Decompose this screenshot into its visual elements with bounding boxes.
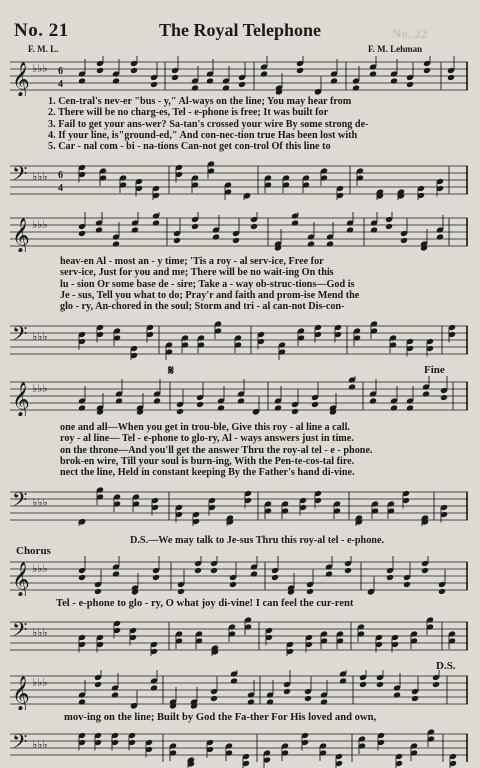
verse-line-1: 1. Cen-tral's nev-er "bus - y," Al-ways on the line; You may hear from	[48, 96, 352, 107]
svg-text:𝄞: 𝄞	[12, 62, 30, 96]
words-credit: F. M. L.	[28, 44, 59, 54]
svg-text:♭♭♭: ♭♭♭	[32, 383, 48, 395]
hymn-number: No. 21	[14, 20, 69, 41]
svg-text:♭♭♭: ♭♭♭	[32, 739, 48, 751]
verse-line-2: serv-ice, Just for you and me; There will be no wait-ing On this	[60, 267, 334, 279]
svg-text:4: 4	[58, 79, 63, 90]
svg-text:♭♭♭: ♭♭♭	[32, 497, 48, 509]
music-credit: F. M. Lehman	[368, 44, 423, 54]
chorus-label: Chorus	[16, 545, 51, 557]
verse-line-4: brok-en wire, Till your soul is burn-ing, With the Pen-te-cos-tal fire.	[60, 455, 355, 467]
ds-label: D.S.	[436, 660, 456, 672]
system-2-bass-staff	[8, 320, 470, 360]
bleed-through-number: No. 22	[392, 26, 428, 41]
verse-line-4: Je - sus, Tell you what to do; Pray'r and faith and prom-ise Mend the	[60, 289, 360, 301]
chorus-lyric-line-2: mov-ing on the line; Built by God the Fa-ther For His loved and own,	[64, 712, 377, 723]
svg-text:𝄢: 𝄢	[12, 618, 28, 646]
svg-text:♭♭♭: ♭♭♭	[32, 563, 48, 575]
svg-text:𝄞: 𝄞	[12, 218, 30, 252]
svg-text:♭♭♭: ♭♭♭	[32, 677, 48, 689]
svg-text:6: 6	[58, 170, 63, 181]
svg-text:𝄞: 𝄞	[12, 382, 30, 416]
svg-text:♭♭♭: ♭♭♭	[32, 331, 48, 343]
svg-text:♭♭♭: ♭♭♭	[32, 171, 48, 183]
system-3-treble-staff	[8, 376, 470, 416]
system-1-treble-staff	[8, 56, 470, 96]
svg-text:𝄢: 𝄢	[12, 730, 28, 758]
system-3-bass-staff	[8, 486, 470, 526]
system-2-treble-staff	[8, 212, 470, 252]
verse-line-3: 3. Fail to get your ans-wer? Sa-tan's crossed your wire By some strong de-	[48, 118, 369, 130]
segno-sign: 𝄋	[168, 364, 175, 379]
system-1-bass-staff	[8, 160, 470, 200]
verse-line-5: 5. Car - nal com - bi - na-tions Can-not get con-trol Of this line to	[48, 141, 331, 153]
hymn-title: The Royal Telephone	[158, 20, 322, 40]
chorus-lyric-line-1: Tel - e-phone to glo - ry, O what joy di-vine! I can feel the cur-rent	[56, 598, 354, 609]
chorus-1-treble-staff	[8, 556, 470, 596]
svg-text:6: 6	[58, 66, 63, 77]
verse-line-4: 4. If your line, is"ground-ed," And con-nec-tion true Has been lost with	[48, 129, 358, 141]
svg-text:4: 4	[58, 183, 63, 194]
verse-line-2: 2. There will be no charg-es, Tel - e-phone is free; It was built for	[48, 107, 329, 119]
fine-label: Fine	[424, 364, 445, 376]
verse-line-1: heav-en Al - most an - y time; 'Tis a roy - al serv-ice, Free for	[60, 256, 324, 267]
svg-text:𝄢: 𝄢	[12, 488, 28, 516]
svg-text:𝄞: 𝄞	[12, 676, 30, 710]
verse-line-5: nect the line, Held in constant keeping By the Father's hand di-vine.	[60, 467, 355, 479]
svg-text:♭♭♭: ♭♭♭	[32, 63, 48, 75]
svg-text:𝄞: 𝄞	[12, 562, 30, 596]
svg-text:♭♭♭: ♭♭♭	[32, 219, 48, 231]
verse-line-1: one and all—When you get in trou-ble, Give this roy - al line a call.	[60, 422, 350, 433]
chorus-2-treble-staff	[8, 670, 470, 710]
svg-text:♭♭♭: ♭♭♭	[32, 627, 48, 639]
svg-text:𝄢: 𝄢	[12, 322, 28, 350]
ds-lyric-line: D.S.—We may talk to Je-sus Thru this roy-al tel - e-phone.	[130, 535, 385, 546]
verse-line-2: roy - al line— Tel - e-phone to glo-ry, Al - ways answers just in time.	[60, 433, 354, 445]
svg-text:𝄢: 𝄢	[12, 162, 28, 190]
verse-line-5: glo - ry, An-chored in the soul; Storm and tri - al can-not Dis-con-	[60, 301, 345, 313]
verse-line-3: lu - sion Or some base de - sire; Take a - way ob-struc-tions—God is	[60, 278, 355, 290]
chorus-1-bass-staff	[8, 616, 470, 656]
verse-line-3: on the throne—And you'll get the answer Thru the roy-al tel - e - phone.	[60, 444, 373, 456]
chorus-2-bass-staff	[8, 728, 470, 768]
